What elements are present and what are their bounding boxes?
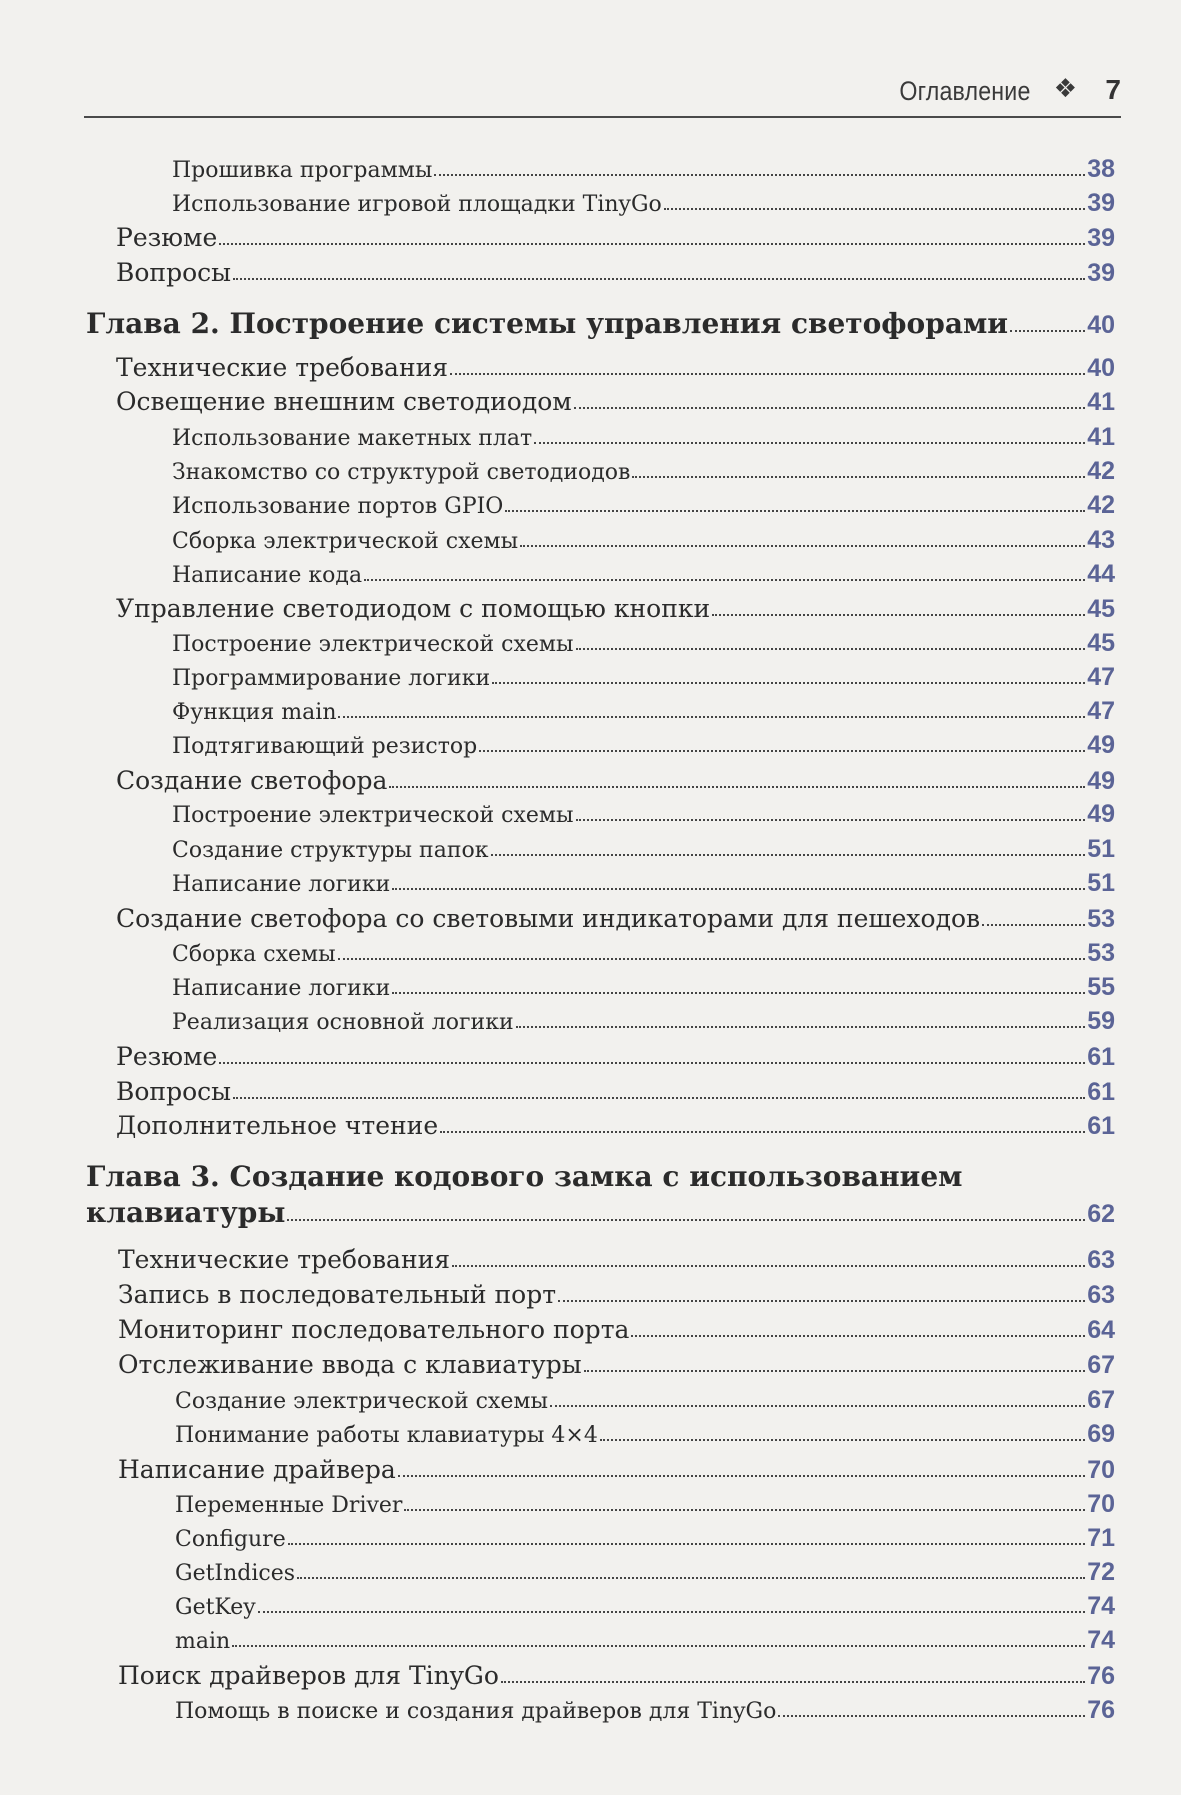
dot-leader bbox=[219, 229, 1085, 245]
toc-entry-page: 41 bbox=[1087, 388, 1115, 416]
dot-leader bbox=[258, 1599, 1085, 1613]
toc-entry[interactable] bbox=[172, 973, 1115, 1002]
dot-leader bbox=[492, 670, 1085, 684]
dot-leader bbox=[338, 946, 1086, 960]
toc-entry-title: Использование портов GPIO bbox=[172, 494, 504, 519]
toc-entry-page: 61 bbox=[1087, 1043, 1115, 1071]
toc-entry-page: 64 bbox=[1087, 1316, 1115, 1344]
dot-leader bbox=[516, 1014, 1086, 1028]
dot-leader bbox=[520, 533, 1085, 547]
dot-leader bbox=[404, 1497, 1085, 1511]
toc-entry-title: Прошивка программы bbox=[172, 158, 433, 183]
toc-entry-title: Дополнительное чтение bbox=[116, 1111, 439, 1140]
toc-entry-title: Подтягивающий резистор bbox=[172, 734, 478, 759]
toc-entry-title: Вопросы bbox=[116, 258, 232, 287]
toc-entry-title: Мониторинг последовательного порта bbox=[118, 1315, 630, 1344]
toc-entry-title: Запись в последовательный порт bbox=[118, 1280, 557, 1309]
toc-entry[interactable] bbox=[172, 155, 1115, 184]
toc-entry-title: Функция main bbox=[172, 700, 337, 725]
toc-entry-title: Технические требования bbox=[116, 353, 449, 382]
toc-entry-page: 76 bbox=[1087, 1696, 1115, 1724]
toc-entry-page: 51 bbox=[1087, 835, 1115, 863]
toc-entry[interactable] bbox=[175, 1558, 1115, 1587]
toc-entry[interactable] bbox=[172, 731, 1115, 760]
toc-entry[interactable] bbox=[175, 1696, 1115, 1725]
toc-entry[interactable] bbox=[116, 1077, 1115, 1107]
toc-entry-title: Вопросы bbox=[116, 1077, 232, 1106]
toc-entry-page: 42 bbox=[1087, 457, 1115, 485]
page-number: 7 bbox=[1105, 74, 1121, 105]
toc-entry-title: Использование макетных плат bbox=[172, 426, 533, 451]
toc-entry-title: GetKey bbox=[175, 1595, 256, 1620]
toc-entry-page: 74 bbox=[1087, 1626, 1115, 1654]
toc-entry-title: Создание светофора bbox=[116, 766, 388, 795]
dot-leader bbox=[434, 162, 1085, 176]
dot-leader bbox=[297, 1565, 1085, 1579]
toc-entry-title: GetIndices bbox=[175, 1561, 296, 1586]
dot-leader bbox=[534, 430, 1085, 444]
toc-chapter-entry[interactable] bbox=[86, 1196, 1115, 1229]
toc-entry-page: 69 bbox=[1087, 1420, 1115, 1448]
toc-entry-page: 43 bbox=[1087, 526, 1115, 554]
toc-entry-page: 49 bbox=[1087, 731, 1115, 759]
toc-entry-page: 47 bbox=[1087, 697, 1115, 725]
toc-chapter-entry[interactable] bbox=[86, 307, 1115, 340]
toc-entry-title: Технические требования bbox=[118, 1245, 451, 1274]
toc-entry[interactable] bbox=[118, 1280, 1115, 1310]
dot-leader bbox=[712, 600, 1085, 616]
dot-leader bbox=[398, 1461, 1085, 1477]
toc-entry[interactable] bbox=[175, 1420, 1115, 1449]
running-header-title: Оглавление bbox=[899, 76, 1031, 106]
toc-entry-page: 70 bbox=[1087, 1490, 1115, 1518]
toc-entry[interactable] bbox=[172, 835, 1115, 864]
toc-entry-page: 47 bbox=[1087, 663, 1115, 691]
toc-entry-page: 63 bbox=[1087, 1246, 1115, 1274]
toc-entry-title: Сборка схемы bbox=[172, 942, 336, 967]
toc-entry-title: Отслеживание ввода с клавиатуры bbox=[118, 1350, 582, 1379]
dot-leader bbox=[232, 1633, 1085, 1647]
toc-entry[interactable] bbox=[118, 1245, 1115, 1275]
dot-leader bbox=[233, 264, 1085, 280]
toc-entry-page: 40 bbox=[1087, 354, 1115, 382]
toc-entry-title: Реализация основной логики bbox=[172, 1010, 514, 1035]
toc-entry-title: Сборка электрической схемы bbox=[172, 529, 519, 554]
toc-entry[interactable] bbox=[175, 1524, 1115, 1553]
toc-entry[interactable] bbox=[172, 869, 1115, 898]
toc-chapter-title: Глава 2. Построение системы управления светофорами bbox=[86, 307, 1009, 340]
dot-leader bbox=[491, 842, 1086, 856]
toc-entry[interactable] bbox=[116, 1111, 1115, 1141]
dot-leader bbox=[505, 498, 1085, 512]
toc-entry-page: 39 bbox=[1087, 259, 1115, 287]
toc-entry-title: Написание логики bbox=[172, 976, 391, 1001]
toc-entry-page: 45 bbox=[1087, 595, 1115, 623]
toc-entry-title: Резюме bbox=[116, 1042, 218, 1071]
toc-entry-title: Создание светофора со световыми индикаторами для пешеходов bbox=[116, 904, 981, 933]
toc-entry-page: 61 bbox=[1087, 1112, 1115, 1140]
dot-leader bbox=[574, 393, 1085, 409]
toc-entry-page: 61 bbox=[1087, 1078, 1115, 1106]
toc-entry-title: Освещение внешним светодиодом bbox=[116, 387, 572, 416]
toc-entry[interactable] bbox=[118, 1455, 1115, 1485]
toc-entry[interactable] bbox=[172, 800, 1115, 829]
toc-entry-title: Знакомство со структурой светодиодов bbox=[172, 460, 631, 485]
toc-entry[interactable] bbox=[172, 526, 1115, 555]
toc-entry-title: main bbox=[175, 1629, 231, 1654]
dot-leader bbox=[501, 1667, 1085, 1683]
toc-entry-page: 49 bbox=[1087, 767, 1115, 795]
toc-entry[interactable] bbox=[172, 629, 1115, 658]
dot-leader bbox=[440, 1117, 1085, 1133]
toc-entry-page: 62 bbox=[1087, 1200, 1115, 1228]
dot-leader bbox=[550, 1393, 1085, 1407]
dot-leader bbox=[632, 464, 1085, 478]
dot-leader bbox=[233, 1083, 1085, 1099]
toc-entry[interactable] bbox=[172, 663, 1115, 692]
toc-entry[interactable] bbox=[172, 1007, 1115, 1036]
toc-entry-page: 70 bbox=[1087, 1456, 1115, 1484]
dot-leader bbox=[452, 1251, 1085, 1267]
dot-leader bbox=[450, 359, 1085, 375]
toc-entry-title: Поиск драйверов для TinyGo bbox=[118, 1661, 499, 1690]
toc-entry[interactable] bbox=[172, 189, 1115, 218]
dot-leader bbox=[338, 704, 1085, 718]
dot-leader bbox=[664, 196, 1085, 210]
toc-entry[interactable] bbox=[116, 353, 1115, 383]
toc-entry-page: 72 bbox=[1087, 1558, 1115, 1586]
dot-leader bbox=[600, 1427, 1085, 1441]
toc-entry[interactable] bbox=[172, 491, 1115, 520]
toc-entry-page: 45 bbox=[1087, 629, 1115, 657]
toc-entry[interactable] bbox=[175, 1490, 1115, 1519]
toc-entry[interactable] bbox=[116, 766, 1115, 796]
toc-entry-page: 39 bbox=[1087, 224, 1115, 252]
toc-entry-title: Написание логики bbox=[172, 872, 391, 897]
toc-entry[interactable] bbox=[175, 1592, 1115, 1621]
toc-entry-title: Создание структуры папок bbox=[172, 838, 489, 863]
dot-leader bbox=[558, 1286, 1085, 1302]
toc-entry-page: 53 bbox=[1087, 905, 1115, 933]
toc-entry[interactable] bbox=[175, 1626, 1115, 1655]
toc-entry[interactable] bbox=[116, 258, 1115, 288]
toc-entry-title: Управление светодиодом с помощью кнопки bbox=[116, 594, 711, 623]
toc-entry-page: 41 bbox=[1087, 423, 1115, 451]
toc-entry[interactable] bbox=[172, 560, 1115, 589]
toc-entry[interactable] bbox=[116, 223, 1115, 253]
toc-entry-page: 67 bbox=[1087, 1386, 1115, 1414]
toc-entry[interactable] bbox=[118, 1661, 1115, 1691]
toc-entry-title: Построение электрической схемы bbox=[172, 632, 574, 657]
dot-leader bbox=[1010, 315, 1085, 332]
dot-leader bbox=[392, 980, 1085, 994]
toc-entry[interactable] bbox=[172, 939, 1115, 968]
toc-entry-page: 38 bbox=[1087, 155, 1115, 183]
dot-leader bbox=[392, 876, 1085, 890]
toc-entry-page: 40 bbox=[1087, 311, 1115, 339]
toc-entry-title: Configure bbox=[175, 1527, 286, 1552]
dot-leader bbox=[631, 1321, 1085, 1337]
toc-entry-page: 55 bbox=[1087, 973, 1115, 1001]
toc-entry-title: Понимание работы клавиатуры 4×4 bbox=[175, 1423, 598, 1448]
dot-leader bbox=[479, 738, 1085, 752]
toc-entry-title: Построение электрической схемы bbox=[172, 803, 574, 828]
toc-entry-title: Переменные Driver bbox=[175, 1493, 403, 1518]
toc-entry-title: Использование игровой площадки TinyGo bbox=[172, 192, 662, 217]
dot-leader bbox=[576, 807, 1086, 821]
toc-entry[interactable] bbox=[175, 1386, 1115, 1415]
dot-leader bbox=[364, 567, 1085, 581]
toc-entry[interactable] bbox=[116, 387, 1115, 417]
toc-entry-page: 74 bbox=[1087, 1592, 1115, 1620]
toc-entry-page: 49 bbox=[1087, 800, 1115, 828]
toc-entry-page: 71 bbox=[1087, 1524, 1115, 1552]
toc-entry-page: 42 bbox=[1087, 491, 1115, 519]
toc-entry-title: Помощь в поиске и создания драйверов для TinyGo bbox=[175, 1699, 777, 1724]
dot-leader bbox=[219, 1048, 1085, 1064]
toc-chapter-title[interactable]: Глава 3. Создание кодового замка с использованием bbox=[86, 1160, 963, 1193]
ornament-icon: ❖ bbox=[1053, 74, 1077, 104]
toc-entry[interactable] bbox=[118, 1350, 1115, 1380]
toc-entry[interactable] bbox=[116, 1042, 1115, 1072]
toc-entry[interactable] bbox=[172, 423, 1115, 452]
toc-entry-title: Написание драйвера bbox=[118, 1455, 396, 1484]
toc-entry[interactable] bbox=[172, 697, 1115, 726]
toc-entry-page: 44 bbox=[1087, 560, 1115, 588]
toc-entry[interactable] bbox=[118, 1315, 1115, 1345]
dot-leader bbox=[576, 636, 1086, 650]
toc-entry-title: Создание электрической схемы bbox=[175, 1389, 548, 1414]
dot-leader bbox=[982, 910, 1085, 926]
toc-entry-page: 51 bbox=[1087, 869, 1115, 897]
toc-entry[interactable] bbox=[116, 594, 1115, 624]
toc-entry-title: Программирование логики bbox=[172, 666, 491, 691]
toc-entry-page: 63 bbox=[1087, 1281, 1115, 1309]
toc-entry[interactable] bbox=[172, 457, 1115, 486]
dot-leader bbox=[778, 1703, 1085, 1717]
toc-entry[interactable] bbox=[116, 904, 1115, 934]
toc-entry-page: 53 bbox=[1087, 939, 1115, 967]
dot-leader bbox=[584, 1356, 1086, 1372]
dot-leader bbox=[287, 1204, 1085, 1221]
toc-entry-page: 39 bbox=[1087, 189, 1115, 217]
toc-entry-title: Написание кода bbox=[172, 563, 363, 588]
toc-entry-title: Резюме bbox=[116, 223, 218, 252]
toc-entry-page: 59 bbox=[1087, 1007, 1115, 1035]
toc-entry-page: 76 bbox=[1087, 1662, 1115, 1690]
dot-leader bbox=[389, 772, 1085, 788]
toc-entry-page: 67 bbox=[1087, 1351, 1115, 1379]
dot-leader bbox=[288, 1531, 1085, 1545]
toc-chapter-title-continued: клавиатуры bbox=[86, 1196, 286, 1229]
